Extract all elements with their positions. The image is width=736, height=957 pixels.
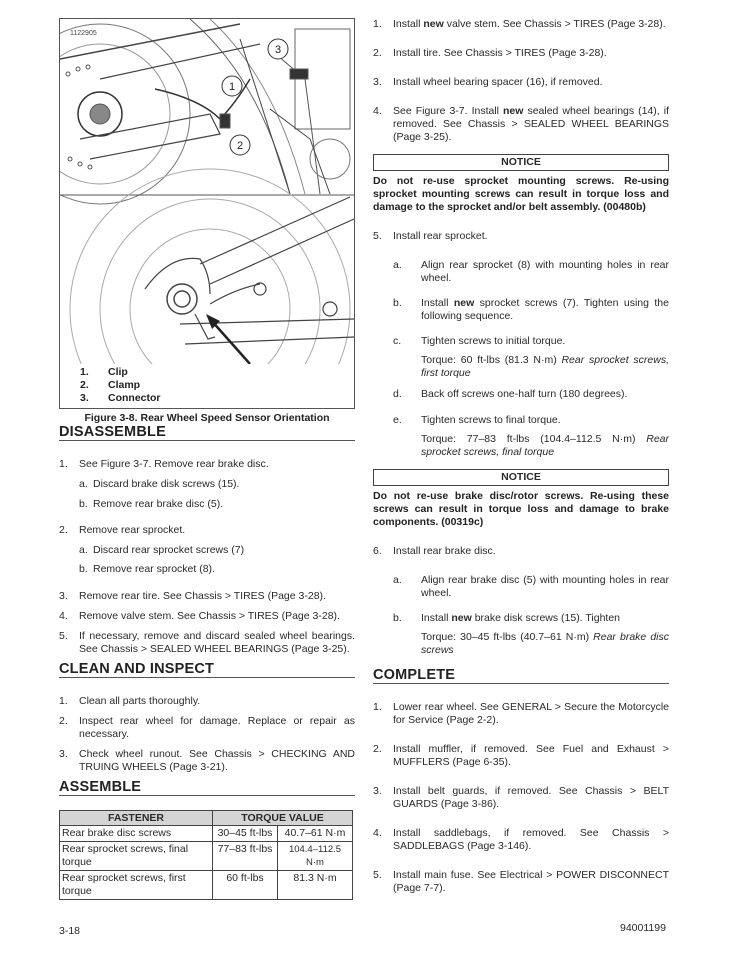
list-item: 2. Install muffler, if removed. See Fuel and Exhaust > MUFFLERS (Page 6-35). [373,743,669,768]
list-item: 3. Install wheel bearing spacer (16), if removed. [373,76,603,88]
list-item: 3. Install belt guards, if removed. See Chassis > BELT GUARDS (Page 3-86). [373,785,669,810]
list-item: 4. Remove valve stem. See Chassis > TIRES (Page 3-28). [59,610,340,622]
list-subitem: e. Tighten screws to final torque. [393,414,561,426]
list-subitem: a. Discard brake disk screws (15). [79,478,240,490]
notice-text: Do not re-use brake disc/rotor screws. Re-using these screws can result in torque loss and damage to brake components. (00319c) [373,490,669,528]
figure-3-8 [59,18,355,409]
list-item: 1. Clean all parts thoroughly. [59,695,201,707]
callout-1 [222,76,242,96]
svg-text:2: 2 [236,140,244,152]
legend-item: 3. Connector [80,392,161,404]
list-item: 2. Remove rear sprocket. [59,524,186,536]
list-subitem: b. Install new sprocket screws (7). Tighten using the following sequence. [393,297,669,322]
document-number: 94001199 [620,922,666,934]
section-title-complete: COMPLETE [373,667,669,684]
list-subitem: a. Align rear brake disc (5) with mounting holes in rear wheel. [393,574,669,599]
list-item: 6. Install rear brake disc. [373,545,496,557]
list-item: 2. Install tire. See Chassis > TIRES (Page 3-28). [373,47,607,59]
torque-spec: Torque: 77–83 ft-lbs (104.4–112.5 N·m) Rear sprocket screws, final torque [421,433,669,458]
legend-item: 2. Clamp [80,379,141,391]
list-item: 1. Lower rear wheel. See GENERAL > Secure the Motorcycle for Service (Page 2-2). [373,701,669,726]
list-item: 4. Install saddlebags, if removed. See Chassis > SADDLEBAGS (Page 3-146). [373,827,669,852]
list-subitem: b. Remove rear brake disc (5). [79,498,224,510]
figure-legend [60,364,354,408]
svg-text:1: 1 [228,81,236,93]
page-number: 3-18 [59,925,81,937]
callout-2 [230,135,250,155]
list-item: 4. See Figure 3-7. Install new sealed wheel bearings (14), if removed. See Chassis > SEALED WHEEL BEARINGS (Page 3-25). [373,105,669,143]
list-item: 1. Install new valve stem. See Chassis > TIRES (Page 3-28). [373,18,666,30]
notice-label: NOTICE [373,154,669,171]
complete-steps [373,701,669,895]
callout-3 [268,39,288,59]
column-header-fastener: FASTENER [60,811,213,826]
list-subitem: c. Tighten screws to initial torque. [393,335,566,347]
figure-image-id: 1122905 [70,30,97,37]
list-item: 1. See Figure 3-7. Remove rear brake disc. [59,458,269,470]
section-title-assemble: ASSEMBLE [59,779,355,796]
list-item: 5. Install main fuse. See Electrical > POWER DISCONNECT (Page 7-7). [373,869,669,894]
list-subitem: b. Remove rear sprocket (8). [79,563,215,575]
torque-spec: Torque: 30–45 ft-lbs (40.7–61 N·m) Rear brake disc screws [421,631,669,656]
torque-spec: Torque: 60 ft-lbs (81.3 N·m) Rear sprocket screws, first torque [421,354,669,379]
figure-caption: Figure 3-8. Rear Wheel Speed Sensor Orientation [84,412,330,424]
section-title-disassemble: DISASSEMBLE [59,424,355,441]
list-item: 3. Check wheel runout. See Chassis > CHECKING AND TRUING WHEELS (Page 3-21). [59,748,355,773]
table-row: Rear brake disc screws 30–45 ft-lbs 40.7–61 N·m [60,826,353,842]
table-row: Rear sprocket screws, final torque 77–83 ft-lbs 104.4–112.5 N·m [60,842,353,871]
list-subitem: d. Back off screws one-half turn (180 degrees). [393,388,628,400]
rear-wheel-speed-sensor-illustration [60,19,354,364]
section-title-clean-and-inspect: CLEAN AND INSPECT [59,661,355,678]
left-column [59,18,355,900]
list-item: 3. Remove rear tire. See Chassis > TIRES (Page 3-28). [59,590,326,602]
table-row: Rear sprocket screws, first torque 60 ft-lbs 81.3 N·m [60,871,353,900]
list-subitem: a. Discard rear sprocket screws (7) [79,544,245,556]
list-item: 5. If necessary, remove and discard sealed wheel bearings. See Chassis > SEALED WHEEL BEARINGS (Page 3-25). [59,630,355,655]
legend-item: 1. Clip [80,366,128,378]
list-subitem: b. Install new brake disk screws (15). Tighten [393,612,621,624]
list-subitem: a. Align rear sprocket (8) with mounting holes in rear wheel. [393,259,669,284]
notice-label: NOTICE [373,469,669,486]
column-header-torque-value: TORQUE VALUE [213,811,353,826]
notice-text: Do not re-use sprocket mounting screws. Re-using sprocket mounting screws can result in torque loss and damage to the sprocket and/or belt assembly. (00480b) [373,175,669,213]
clean-inspect-steps [59,695,355,774]
torque-table [59,810,353,900]
table-header-row [60,811,353,826]
svg-text:3: 3 [274,44,282,56]
list-item: 5. Install rear sprocket. [373,230,488,242]
list-item: 2. Inspect rear wheel for damage. Replace or repair as necessary. [59,715,355,740]
right-column [373,18,669,895]
disassemble-steps [59,458,355,656]
